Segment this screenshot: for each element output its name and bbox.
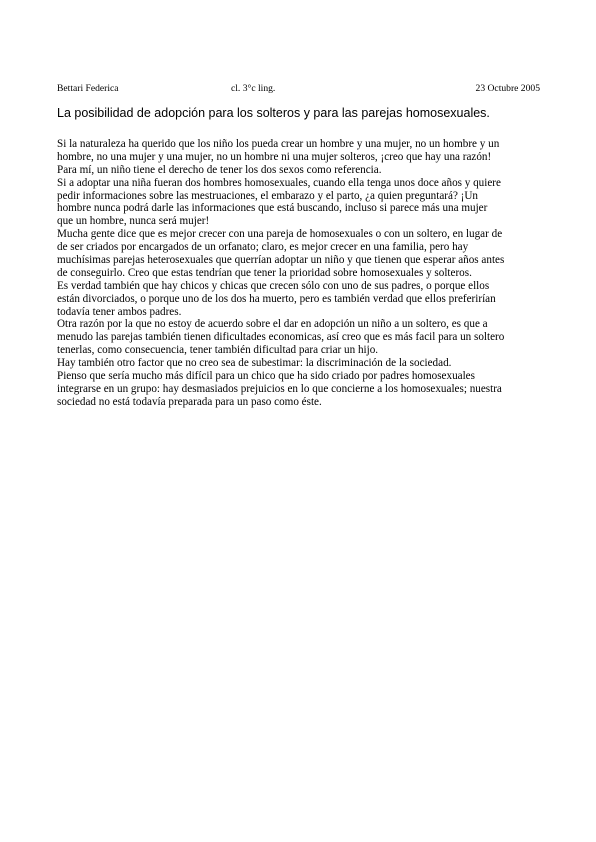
essay-line: Si la naturaleza ha querido que los niño los pueda crear un hombre y una mujer, no un hombre y un <box>57 138 500 150</box>
essay-line: muchísimas parejas heterosexuales que querrían adoptar un niño y que tienen que esperar años antes <box>57 254 505 267</box>
essay-line: están divorciados, o porque uno de los dos ha muerto, pero es también verdad que ellos preferirían <box>57 292 496 305</box>
essay-line: de ser criados por encargados de un orfanato; claro, es mejor crecer en una familia, pero hay <box>57 241 469 254</box>
essay-line: pedir informaciones sobre las mestruaciones, el embarazo y el parto, ¿a quien preguntará? ¡Un <box>57 189 479 202</box>
essay-line: integrarse en un grupo: hay desmasiados prejuicios en lo que concierne a los homosexuales; nuestra <box>57 382 502 395</box>
document-title: La posibilidad de adopción para los solteros y para las parejas homosexuales. <box>57 106 490 120</box>
essay-line: hombre nunca podrá darle las informaciones que está buscando, incluso si parece más una mujer <box>57 202 488 215</box>
document-date: 23 Octubre 2005 <box>475 83 540 94</box>
essay-line: Es verdad también que hay chicos y chicas que crecen sólo con uno de sus padres, o porque ellos <box>57 279 490 292</box>
essay-line: todavía tener ambos padres. <box>57 305 182 318</box>
essay-line: tenerlas, como consecuencia, tener también dificultad para criar un hijo. <box>57 344 379 357</box>
essay-line: hombre, no una mujer y una mujer, no un hombre ni una mujer solteros, ¡creo que hay una razón! <box>57 150 492 163</box>
author-name: Bettari Federica <box>57 83 119 94</box>
class-label: cl. 3°c ling. <box>231 83 276 94</box>
essay-line: Mucha gente dice que es mejor crecer con una pareja de homosexuales o con un soltero, en lugar de <box>57 228 503 241</box>
essay-line: sociedad no está todavía preparada para un paso como éste. <box>57 395 322 408</box>
essay-line: Para mí, un niño tiene el derecho de tener los dos sexos como referencia. <box>57 163 382 176</box>
essay-line: de conseguirlo. Creo que estas tendrían que tener la prioridad sobre homosexuales y solteros. <box>57 266 472 279</box>
essay-line: Pienso que sería mucho más difícil para un chico que ha sido criado por padres homosexuales <box>57 370 475 383</box>
essay-line: Si a adoptar una niña fueran dos hombres homosexuales, cuando ella tenga unos doce años y quiere <box>57 176 501 189</box>
document-header <box>57 83 540 97</box>
essay-body <box>57 138 541 409</box>
essay-line: que un hombre, nunca será mujer! <box>57 215 210 228</box>
essay-line: Hay también otro factor que no creo sea de subestimar: la discriminación de la sociedad. <box>57 357 452 370</box>
essay-line: Otra razón por la que no estoy de acuerdo sobre el dar en adopción un niño a un soltero, es que a <box>57 318 488 331</box>
essay-line: menudo las parejas también tienen dificultades economicas, así creo que es más facil para un soltero <box>57 331 505 344</box>
